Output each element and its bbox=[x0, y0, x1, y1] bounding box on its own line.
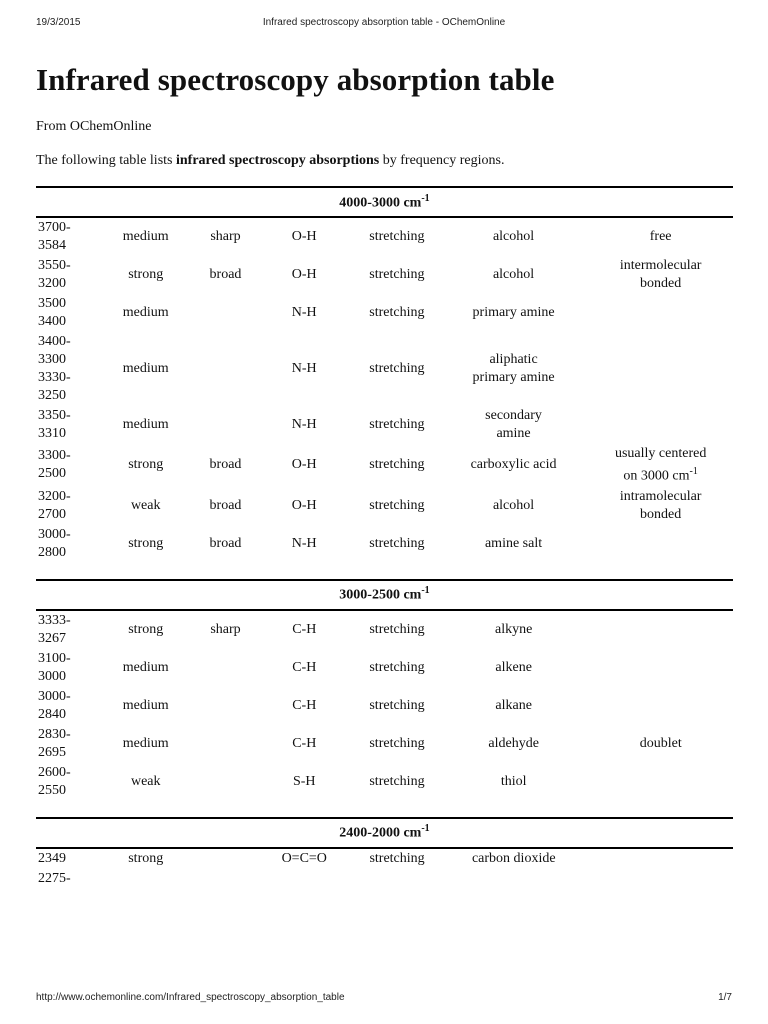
page-number: 1/7 bbox=[718, 992, 732, 1003]
vibration-cell bbox=[355, 869, 439, 889]
intensity-cell: medium bbox=[122, 697, 169, 713]
absorption-table bbox=[36, 817, 733, 889]
intensity-cell: medium bbox=[122, 361, 169, 376]
absorption-tables bbox=[36, 186, 733, 889]
page-content bbox=[36, 52, 733, 987]
compound-class-cell bbox=[439, 444, 589, 487]
vibration-cell: stretching bbox=[369, 535, 425, 551]
compound-class: thiol bbox=[500, 773, 527, 789]
shape-cell bbox=[198, 869, 254, 889]
frequency-cell bbox=[36, 217, 94, 256]
frequency-cell bbox=[36, 525, 94, 563]
section-unit-exponent: -1 bbox=[421, 823, 430, 835]
frequency-value: 2695 bbox=[38, 744, 66, 760]
intensity-cell: weak bbox=[130, 773, 161, 789]
shape-cell: broad bbox=[209, 267, 242, 282]
table-section bbox=[36, 186, 733, 563]
shape-cell bbox=[198, 725, 254, 763]
absorption-table bbox=[36, 186, 733, 563]
frequency-value: 3250 bbox=[38, 388, 66, 403]
table-row bbox=[36, 649, 733, 687]
note-cell bbox=[588, 649, 733, 687]
compound-class: alkyne bbox=[495, 621, 533, 637]
vibration-cell: stretching bbox=[369, 457, 425, 473]
vibration-cell: stretching bbox=[369, 267, 425, 282]
frequency-value: 3200- bbox=[38, 488, 71, 504]
frequency-value: 3400- bbox=[38, 334, 71, 349]
section-range: 4000-3000 cm bbox=[339, 195, 422, 211]
compound-class-cell bbox=[439, 610, 589, 649]
section-unit-exponent: -1 bbox=[421, 192, 430, 204]
bond-cell bbox=[253, 869, 355, 889]
print-url: http://www.ochemonline.com/Infrared_spectroscopy_absorption_table bbox=[36, 992, 345, 1003]
frequency-value: 2275- bbox=[38, 870, 71, 886]
table-row bbox=[36, 725, 733, 763]
compound-class: aliphatic bbox=[489, 352, 538, 367]
vibration-cell: stretching bbox=[369, 659, 425, 675]
frequency-value: 3700- bbox=[38, 220, 71, 235]
note-cell bbox=[589, 869, 733, 889]
table-row bbox=[36, 217, 733, 256]
compound-class-cell bbox=[439, 487, 589, 525]
frequency-value: 3100- bbox=[38, 650, 71, 666]
shape-cell bbox=[198, 763, 254, 801]
note-cell bbox=[588, 294, 733, 332]
frequency-cell bbox=[36, 444, 94, 487]
compound-class-cell bbox=[439, 848, 589, 869]
compound-class-cell bbox=[439, 525, 589, 563]
note-text: intermolecular bbox=[619, 258, 702, 273]
compound-class-cell bbox=[439, 256, 589, 294]
table-row bbox=[36, 687, 733, 725]
intensity-cell bbox=[94, 869, 198, 889]
frequency-cell bbox=[36, 649, 94, 687]
compound-class: alcohol bbox=[492, 497, 535, 513]
vibration-cell: stretching bbox=[369, 361, 425, 376]
compound-class: carbon dioxide bbox=[471, 850, 556, 866]
frequency-value: 2550 bbox=[38, 782, 66, 798]
note-text: usually centered bbox=[614, 446, 707, 461]
frequency-value: 2800 bbox=[38, 544, 66, 560]
shape-cell bbox=[198, 687, 254, 725]
frequency-value: 3400 bbox=[38, 314, 66, 329]
frequency-value: 3584 bbox=[38, 238, 66, 253]
table-row bbox=[36, 869, 733, 889]
page-title: Infrared spectroscopy absorption table bbox=[36, 62, 555, 97]
table-row bbox=[36, 487, 733, 525]
frequency-value: 2830- bbox=[38, 726, 71, 742]
bond-cell: O-H bbox=[291, 229, 317, 244]
frequency-value: 3330- bbox=[38, 370, 71, 385]
vibration-cell: stretching bbox=[369, 621, 425, 637]
frequency-cell bbox=[36, 725, 94, 763]
table-section bbox=[36, 817, 733, 889]
frequency-value: 2840 bbox=[38, 706, 66, 722]
frequency-value: 3333- bbox=[38, 612, 71, 628]
vibration-cell: stretching bbox=[369, 735, 425, 751]
note-text: doublet bbox=[639, 735, 682, 751]
compound-class: secondary bbox=[485, 408, 542, 423]
bond-cell: C-H bbox=[292, 697, 317, 713]
shape-cell: sharp bbox=[210, 229, 241, 244]
frequency-cell bbox=[36, 406, 94, 444]
note-cell bbox=[589, 848, 733, 869]
shape-cell bbox=[198, 649, 254, 687]
bond-cell: N-H bbox=[291, 417, 317, 432]
note-cell bbox=[588, 763, 733, 801]
bond-cell: N-H bbox=[291, 535, 317, 551]
note-cell bbox=[588, 256, 733, 294]
frequency-value: 3350- bbox=[38, 408, 71, 423]
compound-class: amine salt bbox=[484, 535, 543, 551]
section-header bbox=[36, 818, 733, 848]
intro-text-after: by frequency regions. bbox=[379, 153, 505, 168]
shape-cell: broad bbox=[209, 497, 242, 513]
compound-class-cell bbox=[439, 649, 589, 687]
bond-cell: C-H bbox=[292, 621, 317, 637]
note-cell bbox=[588, 525, 733, 563]
bond-cell: C-H bbox=[292, 659, 317, 675]
intensity-cell: medium bbox=[122, 417, 169, 432]
frequency-value: 3310 bbox=[38, 426, 66, 441]
vibration-cell: stretching bbox=[369, 773, 425, 789]
note-text: intramolecular bbox=[619, 488, 702, 504]
bond-cell: O=C=O bbox=[281, 850, 327, 866]
intro-text-before: The following table lists bbox=[36, 153, 176, 168]
note-cell bbox=[588, 332, 733, 406]
vibration-cell: stretching bbox=[369, 417, 425, 432]
note-text: on 3000 cm bbox=[623, 468, 690, 484]
frequency-value: 3500 bbox=[38, 296, 66, 311]
bond-cell: C-H bbox=[292, 735, 317, 751]
frequency-cell bbox=[36, 869, 94, 889]
frequency-cell bbox=[36, 763, 94, 801]
frequency-value: 2700 bbox=[38, 506, 66, 522]
intensity-cell: medium bbox=[122, 229, 169, 244]
shape-cell bbox=[198, 406, 254, 444]
section-header bbox=[36, 187, 733, 217]
section-unit-exponent: -1 bbox=[421, 585, 430, 597]
frequency-value: 2349 bbox=[38, 850, 66, 866]
intensity-cell: strong bbox=[128, 850, 164, 866]
intensity-cell: strong bbox=[128, 457, 164, 473]
note-cell bbox=[588, 687, 733, 725]
intensity-cell: medium bbox=[122, 305, 169, 320]
compound-class: alkene bbox=[495, 659, 532, 675]
section-header bbox=[36, 580, 733, 610]
frequency-value: 3267 bbox=[38, 630, 66, 646]
note-cell bbox=[588, 487, 733, 525]
intensity-cell: medium bbox=[122, 659, 169, 675]
bond-cell: O-H bbox=[291, 457, 317, 473]
frequency-value: 3000- bbox=[38, 526, 71, 542]
frequency-value: 3000- bbox=[38, 688, 71, 704]
compound-class-cell bbox=[439, 763, 589, 801]
shape-cell bbox=[198, 848, 254, 869]
compound-class-cell bbox=[439, 725, 589, 763]
compound-class: carboxylic acid bbox=[470, 457, 557, 473]
frequency-cell bbox=[36, 848, 94, 869]
shape-cell bbox=[198, 294, 254, 332]
section-range: 3000-2500 cm bbox=[339, 587, 422, 603]
note-cell bbox=[588, 444, 733, 487]
frequency-value: 2600- bbox=[38, 764, 71, 780]
vibration-cell: stretching bbox=[369, 697, 425, 713]
print-header bbox=[0, 17, 768, 31]
note-unit-exponent: -1 bbox=[689, 466, 698, 477]
compound-class-cell bbox=[439, 869, 589, 889]
section-header-row bbox=[36, 580, 733, 610]
compound-class-cell bbox=[439, 294, 589, 332]
section-range: 2400-2000 cm bbox=[339, 825, 422, 841]
note-text: bonded bbox=[640, 506, 682, 522]
frequency-cell bbox=[36, 487, 94, 525]
note-cell bbox=[588, 610, 733, 649]
table-row bbox=[36, 406, 733, 444]
vibration-cell: stretching bbox=[369, 850, 425, 866]
shape-cell: sharp bbox=[210, 621, 241, 637]
section-header-row bbox=[36, 187, 733, 217]
shape-cell: broad bbox=[209, 457, 242, 473]
compound-class: alcohol bbox=[492, 229, 535, 244]
bond-cell: S-H bbox=[292, 773, 316, 789]
frequency-value: 3300 bbox=[38, 352, 66, 367]
shape-cell bbox=[198, 332, 254, 406]
table-section bbox=[36, 579, 733, 801]
frequency-cell bbox=[36, 294, 94, 332]
frequency-cell bbox=[36, 687, 94, 725]
compound-class: primary amine bbox=[472, 305, 555, 320]
note-cell bbox=[588, 217, 733, 256]
frequency-cell bbox=[36, 332, 94, 406]
compound-class: alcohol bbox=[492, 267, 535, 282]
table-row bbox=[36, 444, 733, 487]
compound-class: alkane bbox=[495, 697, 532, 713]
compound-class-cell bbox=[439, 406, 589, 444]
note-cell bbox=[588, 725, 733, 763]
table-row bbox=[36, 763, 733, 801]
vibration-cell: stretching bbox=[369, 497, 425, 513]
print-title: Infrared spectroscopy absorption table - OChemOnline bbox=[262, 17, 506, 28]
print-date: 19/3/2015 bbox=[36, 17, 81, 28]
intensity-cell: weak bbox=[130, 497, 161, 513]
intensity-cell: strong bbox=[128, 267, 164, 282]
frequency-cell bbox=[36, 610, 94, 649]
bond-cell: N-H bbox=[291, 305, 317, 320]
intro-text-bold: infrared spectroscopy absorptions bbox=[175, 153, 380, 168]
intensity-cell: strong bbox=[128, 621, 164, 637]
intensity-cell: strong bbox=[128, 535, 164, 551]
section-header-row bbox=[36, 818, 733, 848]
note-cell bbox=[588, 406, 733, 444]
compound-class-cell bbox=[439, 332, 589, 406]
shape-cell: broad bbox=[209, 535, 242, 551]
bond-cell: O-H bbox=[291, 497, 317, 513]
frequency-value: 3300- bbox=[38, 448, 71, 464]
table-row bbox=[36, 294, 733, 332]
bond-cell: O-H bbox=[291, 267, 317, 282]
compound-class: aldehyde bbox=[488, 735, 539, 751]
table-row bbox=[36, 256, 733, 294]
intensity-cell: medium bbox=[122, 735, 169, 751]
table-row bbox=[36, 848, 733, 869]
print-footer bbox=[0, 992, 768, 1006]
compound-class-cell bbox=[439, 217, 589, 256]
compound-class: amine bbox=[496, 426, 531, 441]
frequency-value: 3200 bbox=[38, 276, 66, 291]
table-row bbox=[36, 610, 733, 649]
frequency-cell bbox=[36, 256, 94, 294]
table-row bbox=[36, 332, 733, 406]
intro-paragraph bbox=[36, 152, 733, 170]
absorption-table bbox=[36, 579, 733, 801]
frequency-value: 3550- bbox=[38, 258, 71, 273]
compound-class-cell bbox=[439, 687, 589, 725]
compound-class: primary amine bbox=[472, 370, 555, 385]
frequency-value: 2500 bbox=[38, 466, 66, 482]
note-text: bonded bbox=[640, 276, 682, 291]
vibration-cell: stretching bbox=[369, 229, 425, 244]
source-line: From OChemOnline bbox=[36, 119, 152, 134]
note-text: free bbox=[649, 229, 672, 244]
vibration-cell: stretching bbox=[369, 305, 425, 320]
table-row bbox=[36, 525, 733, 563]
frequency-value: 3000 bbox=[38, 668, 66, 684]
bond-cell: N-H bbox=[291, 361, 317, 376]
